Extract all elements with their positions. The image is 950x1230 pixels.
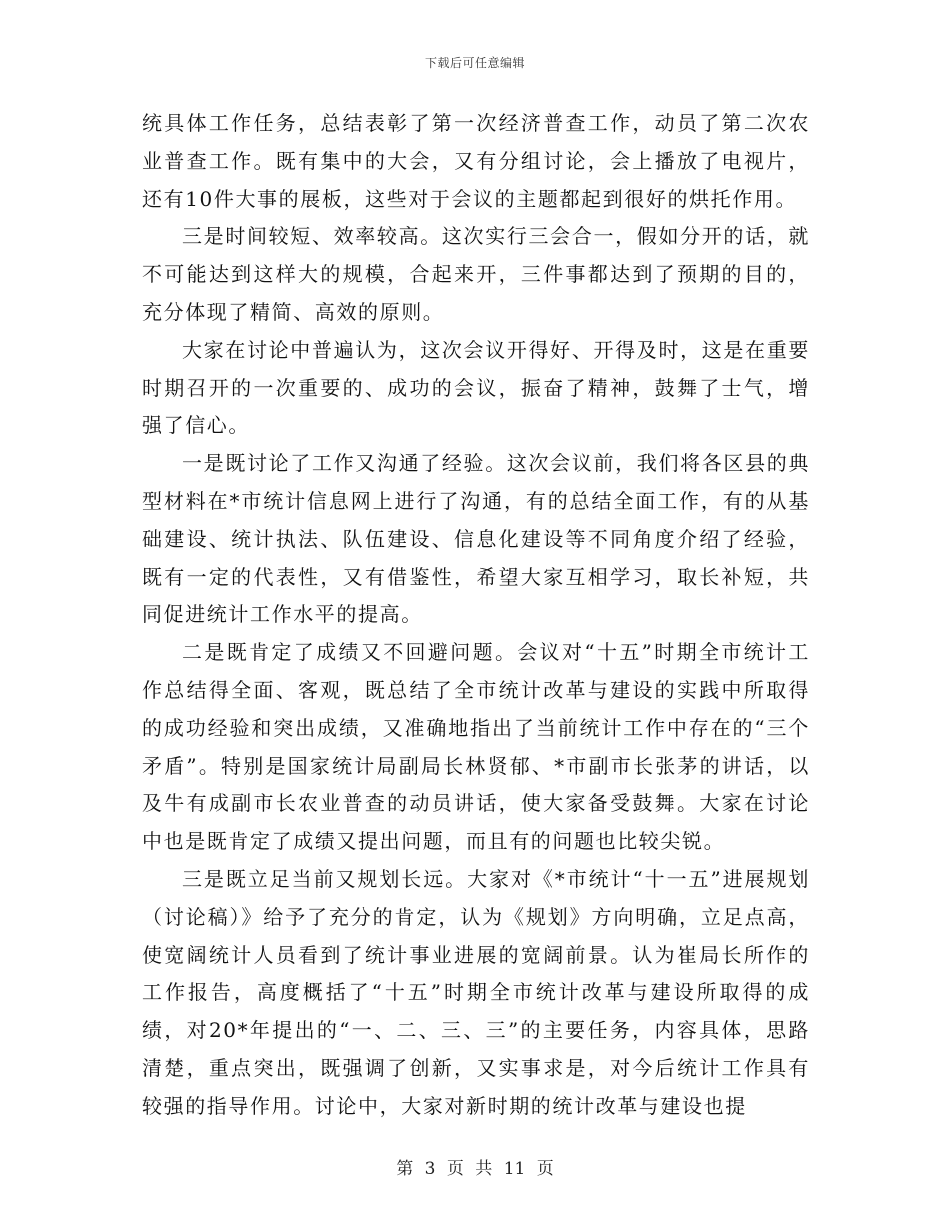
paragraph-point-one: 一是既讨论了工作又沟通了经验。这次会议前，我们将各区县的典型材料在*市统计信息网上进行了沟通，有的总结全面工作，有的从基础建设、统计执法、队伍建设、信息化建设等不同角度介绍了经验，既有一定的代表性，又有借鉴性，希望大家互相学习，取长补短，共同促进统计工作水平的提高。 [142,451,810,627]
paragraph-continuation: 统具体工作任务，总结表彰了第一次经济普查工作，动员了第二次农业普查工作。既有集中的大会，又有分组讨论，会上播放了电视片，还有10件大事的展板，这些对于会议的主题都起到很好的烘托作用。 [142,111,810,211]
paragraph-point-three: 三是既立足当前又规划长远。大家对《*市统计“十一五”进展规划（讨论稿）》给予了充分的肯定，认为《规划》方向明确，立足点高，使宽阔统计人员看到了统计事业进展的宽阔前景。认为崔局长所作的工作报告，高度概括了“十五”时期全市统计改革与建设所取得的成绩，对20*年提出的“一、二、三、三”的主要任务，内容具体，思路清楚，重点突出，既强调了创新，又实事求是，对今后统计工作具有较强的指导作用。讨论中，大家对新时期的统计改革与建设也提 [142,866,810,1118]
page-header: 下载后可任意编辑 [424,56,525,70]
page-number-footer: 第 3 页 共 11 页 [396,1159,554,1179]
paragraph-general-consensus: 大家在讨论中普遍认为，这次会议开得好、开得及时，这是在重要时期召开的一次重要的、成功的会议，振奋了精神，鼓舞了士气，增强了信心。 [142,337,810,438]
paragraph-point-two: 二是既肯定了成绩又不回避问题。会议对“十五”时期全市统计工作总结得全面、客观，既总结了全市统计改革与建设的实践中所取得的成功经验和突出成绩，又准确地指出了当前统计工作中存在的“三个矛盾”。特别是国家统计局副局长林贤郁、*市副市长张茅的讲话，以及牛有成副市长农业普查的动员讲话，使大家备受鼓舞。大家在讨论中也是既肯定了成绩又提出问题，而且有的问题也比较尖锐。 [142,640,810,854]
document-body [142,105,810,1126]
paragraph-time-efficiency: 三是时间较短、效率较高。这次实行三会合一，假如分开的话，就不可能达到这样大的规模，合起来开，三件事都达到了预期的目的，充分体现了精简、高效的原则。 [142,224,810,324]
